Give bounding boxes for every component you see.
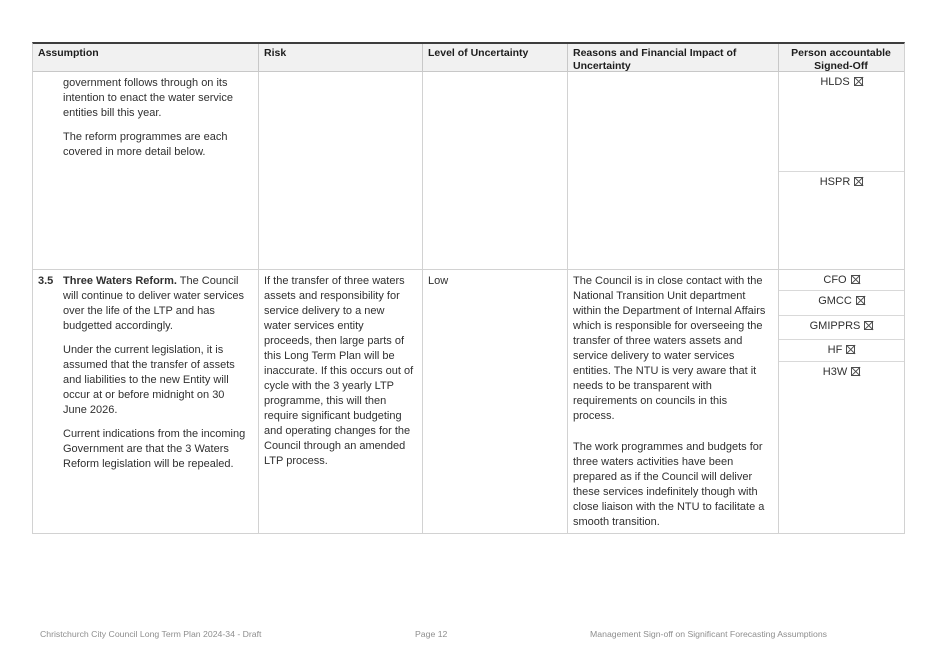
- assumption-paragraph: The reform programmes are each covered in more detail below.: [63, 131, 228, 158]
- forecasting-assumptions-table: [32, 42, 905, 534]
- assumption-cell: [33, 72, 259, 269]
- footer-page-number: Page 12: [415, 629, 448, 639]
- signoff-cell: [779, 172, 904, 269]
- signoff-cell: [779, 362, 904, 533]
- signoff-label: CFO: [823, 274, 847, 286]
- signoff-cell: [779, 72, 904, 172]
- signoff-label: HSPR: [819, 176, 851, 188]
- assumption-paragraph: [38, 274, 250, 334]
- signoff-cell: [779, 291, 904, 316]
- reasons-paragraph: The Council is in close contact with the National Transition Unit department within the Department of Internal Affairs which is responsible for overseeing the transfer of three waters assets and service delivery to water services entities. The NTU is very aware that it needs to be transparent with requirements on councils in this process.: [573, 275, 766, 422]
- signoff-label: HF: [827, 344, 843, 356]
- checked-checkbox-icon: [851, 367, 860, 376]
- table-row: [33, 270, 904, 533]
- reasons-paragraph: The work programmes and budgets for three waters activities have been prepared as if the Council will deliver these services indefinitely though with close liaison with the NTU to facilitate a smooth transition.: [573, 441, 765, 528]
- checked-checkbox-icon: [846, 345, 855, 354]
- assumption-cell: [33, 270, 259, 533]
- header-level-of-uncertainty: Level of Uncertainty: [423, 44, 568, 75]
- signoff-label: HLDS: [820, 76, 850, 88]
- person-accountable-cell: [779, 270, 904, 533]
- assumption-paragraph: government follows through on its intention to enact the water service entities bill this year.: [63, 77, 233, 119]
- signoff-cell: [779, 316, 904, 340]
- uncertainty-cell: [423, 270, 568, 533]
- checked-checkbox-icon: [864, 321, 873, 330]
- signoff-cell: [779, 340, 904, 362]
- uncertainty-level: Low: [428, 275, 449, 287]
- checked-checkbox-icon: [851, 275, 860, 284]
- header-reasons-financial-impact: Reasons and Financial Impact of Uncertainty: [568, 44, 779, 75]
- checked-checkbox-icon: [854, 177, 863, 186]
- person-accountable-cell: [779, 72, 904, 269]
- risk-text: If the transfer of three waters assets and responsibility for service delivery to a new water services entity proceeds, then large parts of this Long Term Plan will be inaccurate. If this occurs out of cycle with the 3 yearly LTP programme, this will then require significant budgeting and operating changes for the Council through an amended LTP process.: [264, 275, 414, 467]
- header-risk: Risk: [259, 44, 423, 75]
- assumption-title: Three Waters Reform.: [63, 275, 177, 287]
- header-assumption: Assumption: [33, 44, 259, 75]
- footer-document-title: Christchurch City Council Long Term Plan 2024-34 - Draft: [40, 629, 262, 639]
- signoff-label: GMCC: [818, 295, 852, 307]
- uncertainty-cell-empty: [423, 72, 568, 269]
- risk-cell-empty: [259, 72, 423, 269]
- checked-checkbox-icon: [856, 296, 865, 305]
- table-header-row: [33, 44, 904, 72]
- reasons-cell: [568, 270, 779, 533]
- clause-number: 3.5: [38, 275, 54, 287]
- signoff-cell: [779, 270, 904, 291]
- checked-checkbox-icon: [854, 77, 863, 86]
- assumption-lead-text: The Council will continue to deliver water services over the life of the LTP and has budgetted accordingly.: [63, 275, 244, 332]
- signoff-label: GMIPPRS: [809, 320, 861, 332]
- assumption-paragraph: Current indications from the incoming Government are that the 3 Waters Reform legislation will be repealed.: [63, 428, 246, 470]
- table-row: [33, 72, 904, 270]
- signoff-label: H3W: [822, 366, 848, 378]
- header-person-accountable: Person accountable Signed-Off: [791, 47, 891, 72]
- assumption-paragraph: Under the current legislation, it is assumed that the transfer of assets and liabilities to the new Entity will occur at or before midnight on 30 June 2026.: [63, 344, 235, 416]
- reasons-cell-empty: [568, 72, 779, 269]
- footer-section-title: Management Sign-off on Significant Forecasting Assumptions: [590, 629, 827, 639]
- risk-cell: [259, 270, 423, 533]
